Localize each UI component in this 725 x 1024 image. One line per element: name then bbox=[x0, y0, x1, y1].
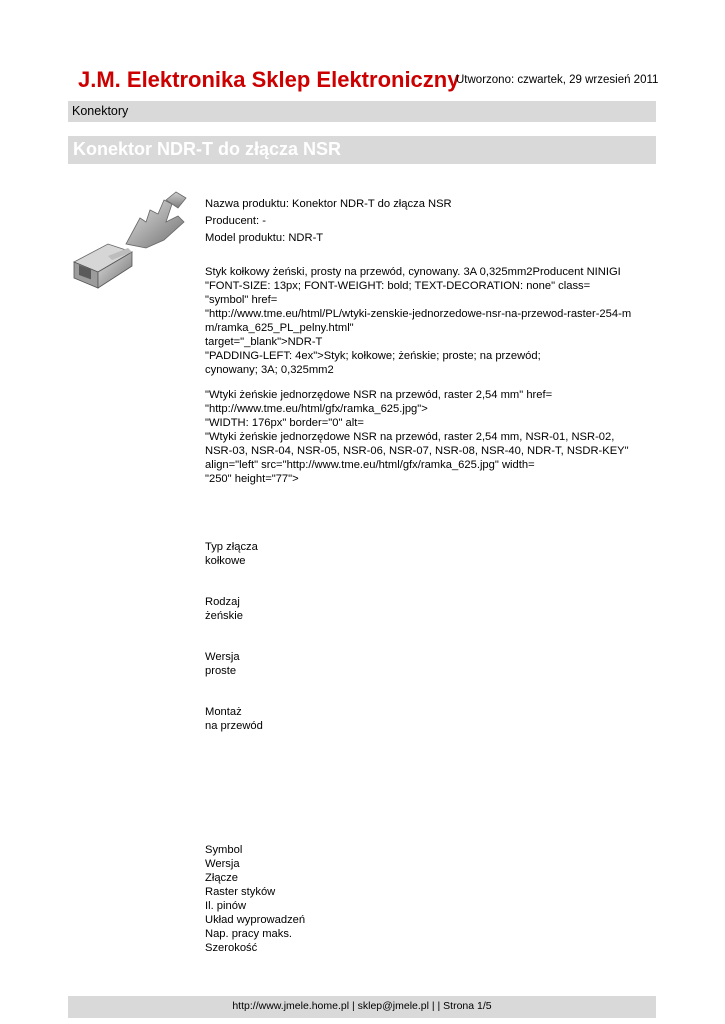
product-title-bar bbox=[68, 136, 656, 164]
product-info-line: Producent: - bbox=[205, 215, 266, 227]
table-header: Złącze bbox=[205, 872, 238, 884]
description-line: target="_blank">NDR-T bbox=[205, 336, 323, 348]
param-value: żeńskie bbox=[205, 610, 243, 622]
footer-text: http://www.jmele.home.pl | sklep@jmele.pl | | Strona 1/5 bbox=[232, 1000, 492, 1012]
description-line: "250" height="77"> bbox=[205, 473, 299, 485]
created-date: Utworzono: czwartek, 29 wrzesień 2011 bbox=[456, 74, 659, 86]
category-label: Konektory bbox=[72, 104, 129, 118]
description-line: "WIDTH: 176px" border="0" alt= bbox=[205, 417, 364, 429]
product-title: Konektor NDR-T do złącza NSR bbox=[73, 139, 342, 159]
description-line: "FONT-SIZE: 13px; FONT-WEIGHT: bold; TEXT-DECORATION: none" class= bbox=[205, 280, 591, 292]
description-line: "symbol" href= bbox=[205, 294, 278, 306]
param-value: proste bbox=[205, 665, 237, 677]
description-line: "Wtyki żeńskie jednorzędowe NSR na przewód, raster 2,54 mm" href= bbox=[205, 389, 553, 401]
param-label: Montaż bbox=[205, 706, 242, 718]
param-label: Wersja bbox=[205, 651, 240, 663]
category-bar bbox=[68, 101, 656, 122]
table-header: Symbol bbox=[205, 844, 243, 856]
param-label: Typ złącza bbox=[205, 541, 258, 553]
product-image bbox=[68, 186, 196, 298]
description-line: "Wtyki żeńskie jednorzędowe NSR na przewód, raster 2,54 mm, NSR-01, NSR-02, bbox=[205, 431, 615, 443]
description-line: m/ramka_625_PL_pelny.html" bbox=[205, 322, 354, 334]
description-line: "http://www.tme.eu/html/PL/wtyki-zenskie-jednorzedowe-nsr-na-przewod-raster-254-m bbox=[205, 308, 632, 320]
product-info-line: Nazwa produktu: Konektor NDR-T do złącza NSR bbox=[205, 198, 452, 210]
description-line: "PADDING-LEFT: 4ex">Styk; kołkowe; żeńskie; proste; na przewód; bbox=[205, 350, 541, 362]
description-line: NSR-03, NSR-04, NSR-05, NSR-06, NSR-07, NSR-08, NSR-40, NDR-T, NSDR-KEY" bbox=[205, 445, 629, 457]
table-header: Il. pinów bbox=[205, 900, 247, 912]
description-line: cynowany; 3A; 0,325mm2 bbox=[205, 364, 334, 376]
table-header: Raster styków bbox=[205, 886, 276, 898]
param-value: na przewód bbox=[205, 720, 263, 732]
param-label: Rodzaj bbox=[205, 596, 240, 608]
table-header: Układ wyprowadzeń bbox=[205, 914, 306, 926]
product-info-line: Model produktu: NDR-T bbox=[205, 232, 324, 244]
description-line: "http://www.tme.eu/html/gfx/ramka_625.jpg"> bbox=[205, 403, 428, 415]
site-title: J.M. Elektronika Sklep Elektroniczny bbox=[78, 67, 460, 92]
description-line: Styk kołkowy żeński, prosty na przewód, cynowany. 3A 0,325mm2Producent NINIGI bbox=[205, 266, 621, 278]
description-line: align="left" src="http://www.tme.eu/html/gfx/ramka_625.jpg" width= bbox=[205, 459, 535, 471]
param-value: kołkowe bbox=[205, 555, 246, 567]
table-header: Szerokość bbox=[205, 942, 258, 954]
table-header: Nap. pracy maks. bbox=[205, 928, 293, 940]
footer-bar bbox=[68, 996, 656, 1018]
table-header: Wersja bbox=[205, 858, 240, 870]
